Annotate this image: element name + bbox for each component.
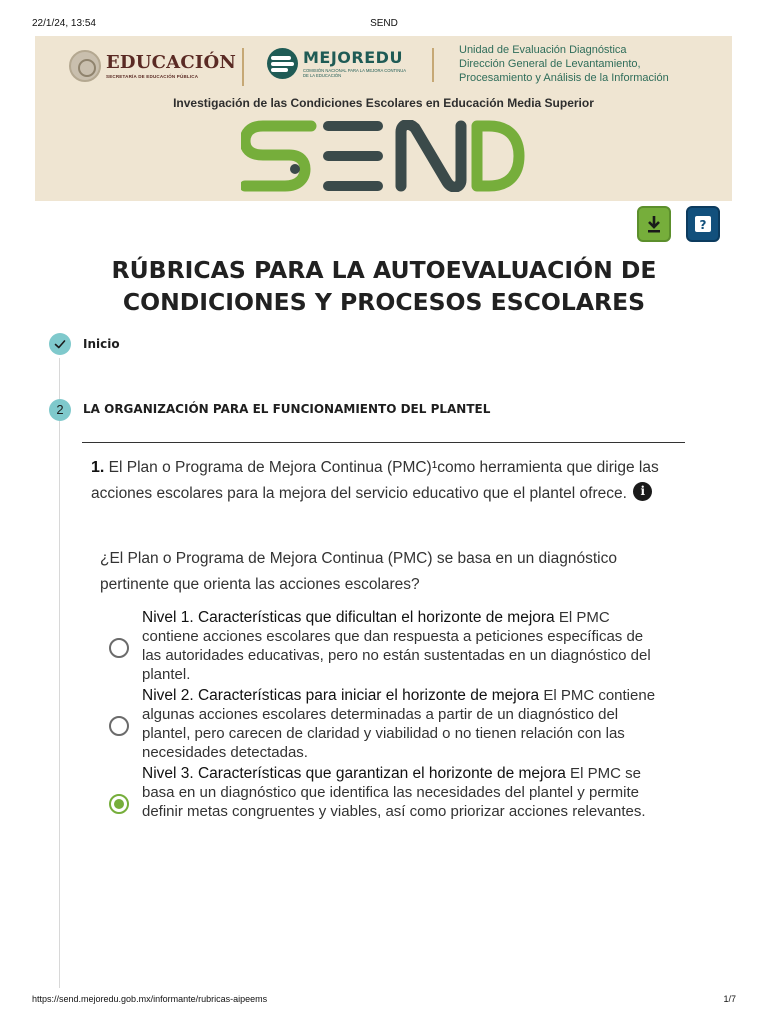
question-number: 1. xyxy=(91,459,105,476)
send-logo-n xyxy=(401,125,461,188)
rubric-option-level-1[interactable] xyxy=(109,608,689,684)
radio-button-selected[interactable] xyxy=(109,794,129,814)
print-title: SEND xyxy=(370,18,398,29)
option-text xyxy=(142,764,662,821)
page-title: RÚBRICAS PARA LA AUTOEVALUACIÓN DE CONDICIONES Y PROCESOS ESCOLARES xyxy=(111,256,657,316)
mejoredu-emblem-icon xyxy=(267,48,298,79)
educacion-logo-text: EDUCACIÓN xyxy=(106,51,236,73)
radio-button[interactable] xyxy=(109,716,129,736)
print-header xyxy=(32,18,736,32)
send-logo-s xyxy=(245,126,311,186)
option-title: Nivel 1. Características que dificultan el horizonte de mejora xyxy=(142,609,555,626)
send-logo xyxy=(241,120,525,192)
question-body: El Plan o Programa de Mejora Continua (PMC) xyxy=(104,459,432,476)
print-timestamp: 22/1/24, 13:54 xyxy=(32,18,96,29)
page-url: https://send.mejoredu.gob.mx/informante/rubricas-aipeems xyxy=(32,994,268,1004)
help-button[interactable] xyxy=(686,206,720,242)
rubric-option-level-3[interactable] xyxy=(109,764,689,821)
unit-line: Dirección General de Levantamiento, xyxy=(459,58,641,70)
option-description: El PMC contiene algunas acciones escolares determinadas a partir de un diagnóstico del plantel, pero carecen de claridad y viabilidad o no tienen relación con las necesidades detectadas. xyxy=(142,687,656,761)
investigation-title: Investigación de las Condiciones Escolares en Educación Media Superior xyxy=(173,96,594,110)
radio-button[interactable] xyxy=(109,638,129,658)
logo-divider xyxy=(242,48,244,86)
option-description: El PMC se basa en un diagnóstico que identifica las necesidades del plantel y permite definir metas congruentes y viables, así como priorizar acciones relevantes. xyxy=(142,765,646,820)
page-number: 1/7 xyxy=(723,994,736,1004)
download-icon xyxy=(646,215,662,233)
option-title: Nivel 2. Características para iniciar el horizonte de mejora xyxy=(142,687,540,704)
unit-line: Unidad de Evaluación Diagnóstica xyxy=(459,44,627,56)
option-description: El PMC contiene acciones escolares que dan respuesta a peticiones específicas de las autoridades educativas, pero no están sustentadas en un diagnóstico del plantel. xyxy=(142,609,651,683)
svg-text:?: ? xyxy=(699,218,707,232)
check-icon xyxy=(49,333,71,355)
sub-question: ¿El Plan o Programa de Mejora Continua (PMC) se basa en un diagnóstico pertinente que orienta las acciones escolares? xyxy=(100,550,617,593)
option-title: Nivel 3. Características que garantizan el horizonte de mejora xyxy=(142,765,566,782)
mejoredu-logo-text: MEJOREDU xyxy=(303,48,403,67)
header-banner xyxy=(35,36,732,201)
info-icon[interactable]: i xyxy=(633,482,652,501)
print-footer xyxy=(32,994,736,1008)
question-text xyxy=(91,455,661,507)
step-organizacion-label[interactable]: LA ORGANIZACIÓN PARA EL FUNCIONAMIENTO DEL PLANTEL xyxy=(83,402,491,416)
educacion-logo xyxy=(69,50,236,82)
educacion-logo-subtext: SECRETARÍA DE EDUCACIÓN PÚBLICA xyxy=(106,73,199,79)
stepper-line xyxy=(59,358,60,988)
logo-divider xyxy=(432,48,434,82)
question-body-continued: como herramienta que dirige las acciones escolares para la mejora del servicio educativo que el plantel ofrece. xyxy=(91,459,659,502)
section-divider xyxy=(82,442,685,443)
unit-line: Procesamiento y Análisis de la Información xyxy=(459,72,669,84)
send-logo-dot xyxy=(290,164,300,174)
unit-description xyxy=(459,43,669,85)
step-complete-badge[interactable] xyxy=(49,333,71,355)
send-logo-d xyxy=(477,126,519,186)
national-seal-icon xyxy=(69,50,101,82)
rubric-option-level-2[interactable] xyxy=(109,686,689,762)
option-text xyxy=(142,686,662,762)
send-logo-e xyxy=(323,121,383,191)
mejoredu-logo xyxy=(267,48,408,79)
download-button[interactable] xyxy=(637,206,671,242)
step-number-badge[interactable]: 2 xyxy=(49,399,71,421)
footnote-marker[interactable]: 1 xyxy=(431,460,438,471)
option-text xyxy=(142,608,662,684)
radio-selected-dot xyxy=(114,799,124,809)
step-inicio-label[interactable]: Inicio xyxy=(83,337,120,351)
mejoredu-logo-subtext: COMISIÓN NACIONAL PARA LA MEJORA CONTINUA DE LA EDUCACIÓN xyxy=(303,68,406,78)
help-icon xyxy=(694,215,712,233)
